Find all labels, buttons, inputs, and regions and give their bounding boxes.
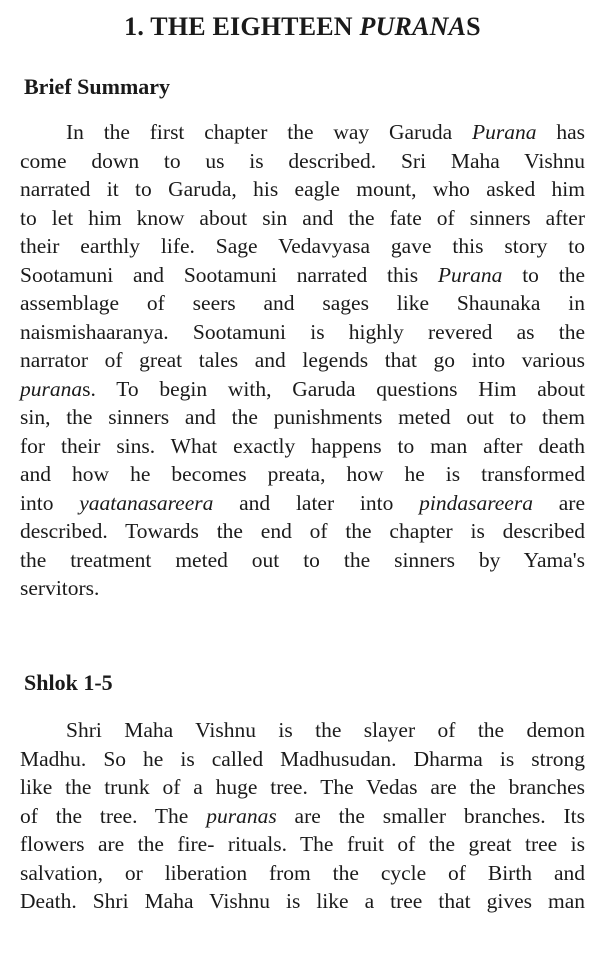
section-heading: Brief Summary [24,74,171,99]
text-line: assemblage of seers and sages like Shaunaka in [20,291,585,315]
text-line: into yaatanasareera and later into pindasareera are [20,490,585,515]
text-line: come down to us is described. Sri Maha Vishnu [20,148,585,173]
text-line: described. Towards the end of the chapter is described [20,519,585,543]
text-line: narrated it to Garuda, his eagle mount, who asked him [20,177,585,201]
text-line: their earthly life. Sage Vedavyasa gave this story to [20,234,585,258]
text-line: to let him know about sin and the fate of sinners after [20,205,585,230]
text-line: Shri Maha Vishnu is the slayer of the demon [66,718,585,742]
text-line: flowers are the fire- rituals. The fruit of the great tree is [20,832,585,856]
text-line: Sootamuni and Sootamuni narrated this Purana to the [20,262,585,287]
text-line: of the tree. The puranas are the smaller branches. Its [20,803,585,828]
text-line: narrator of great tales and legends that go into various [20,348,585,372]
text-line: Madhu. So he is called Madhusudan. Dharma is strong [20,746,585,771]
text-line: sin, the sinners and the punishments meted out to them [20,405,585,429]
text-line: the treatment meted out to the sinners by Yama's [20,547,585,572]
text-line: naismishaaranya. Sootamuni is highly revered as the [20,319,585,344]
text-line: and how he becomes preata, how he is transformed [20,462,585,486]
text-line: Death. Shri Maha Vishnu is like a tree that gives man [20,889,585,913]
text-line: In the first chapter the way Garuda Purana has [66,120,585,144]
text-line: for their sins. What exactly happens to man after death [20,433,585,458]
text-line: like the trunk of a huge tree. The Vedas are the branches [20,775,585,799]
text-line: servitors. [20,576,100,600]
text-line: salvation, or liberation from the cycle of Birth and [20,860,585,885]
section-heading: Shlok 1-5 [24,670,113,695]
text-line: puranas. To begin with, Garuda questions Him about [20,376,585,401]
chapter-title: 1. THE EIGHTEEN PURANAS [124,12,481,41]
